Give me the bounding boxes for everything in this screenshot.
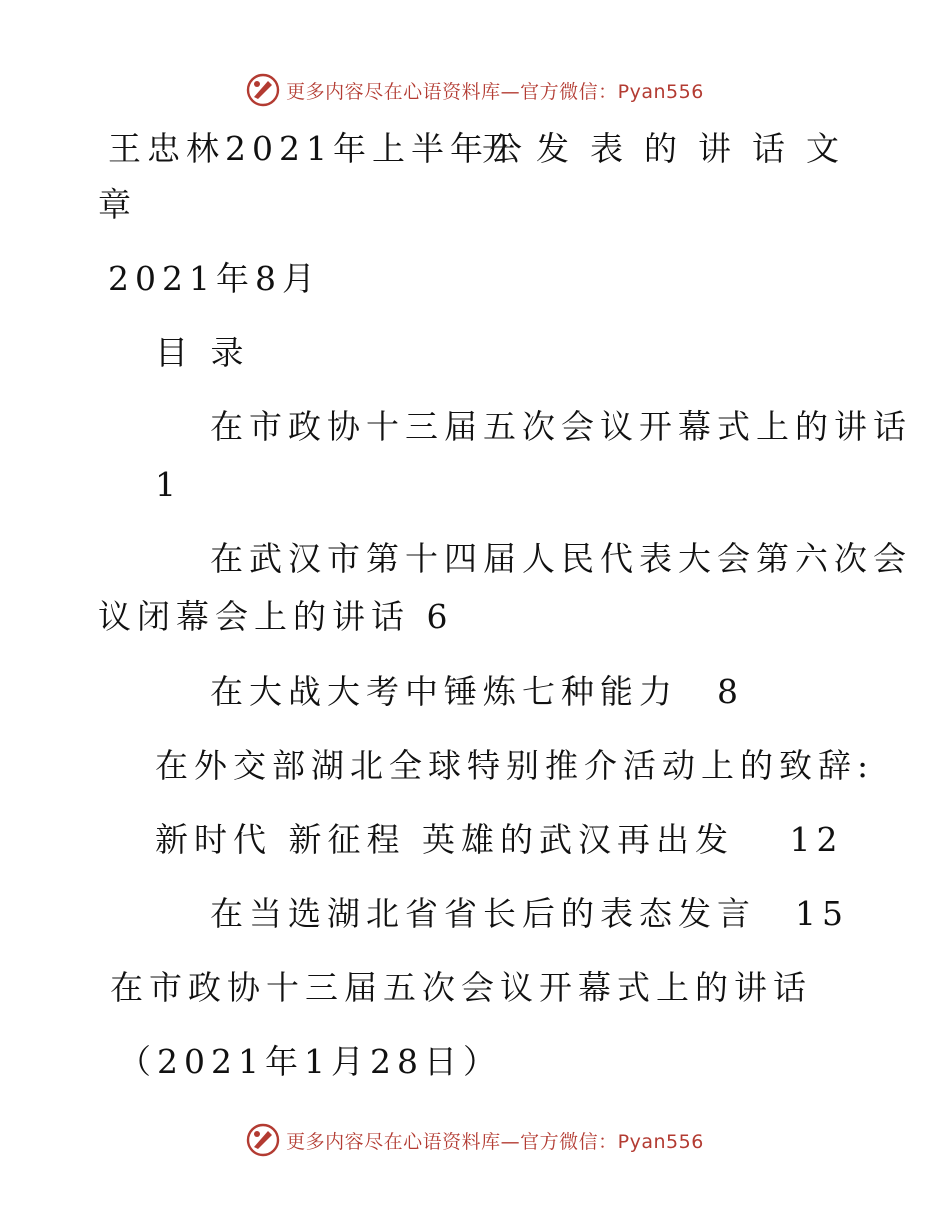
footer-watermark-banner (0, 1120, 950, 1160)
document-title-part3: 章 (98, 185, 131, 224)
toc-item-1-page: 1 (155, 465, 176, 504)
header-watermark-banner (0, 70, 950, 110)
toc-item-4-line1: 在外交部湖北全球特别推介活动上的致辞: (155, 746, 875, 785)
document-date: 2021年8月 (108, 259, 321, 298)
toc-heading: 目 录 (155, 333, 250, 372)
brand-logo-icon (246, 1123, 280, 1157)
document-title-part1: 王忠林2021年上半年公 (108, 129, 528, 168)
toc-item-1-line1: 在市政协十三届五次会议开幕式上的讲话 (210, 407, 912, 446)
toc-item-4-line2: 新时代 新征程 英雄的武汉再出发 12 (155, 820, 844, 859)
footer-watermark-text: 更多内容尽在心语资料库—官方微信：Pyan556 (286, 1130, 704, 1153)
section-title: 在市政协十三届五次会议开幕式上的讲话 (110, 968, 812, 1007)
section-date: （2021年1月28日） (118, 1042, 502, 1081)
document-title-part2: 开发表的讲话文 (482, 129, 860, 168)
toc-item-5: 在当选湖北省省长后的表态发言 15 (210, 894, 849, 933)
brand-logo-icon (246, 73, 280, 107)
toc-item-3: 在大战大考中锤炼七种能力 8 (210, 672, 744, 711)
toc-item-2-line2: 议闭幕会上的讲话 6 (98, 597, 454, 636)
toc-item-2-line1: 在武汉市第十四届人民代表大会第六次会 (210, 539, 912, 578)
header-watermark-text: 更多内容尽在心语资料库—官方微信：Pyan556 (286, 80, 704, 103)
